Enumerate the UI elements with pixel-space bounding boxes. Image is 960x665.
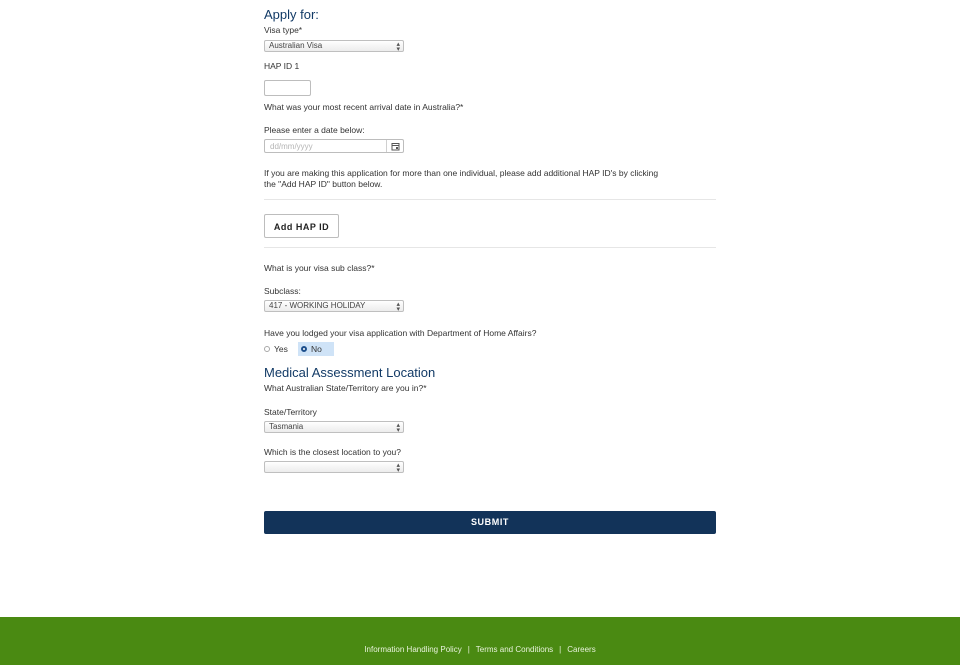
location-select[interactable]	[264, 461, 404, 473]
divider-bottom	[264, 247, 716, 248]
radio-no-label: No	[311, 344, 322, 354]
arrival-date-question: What was your most recent arrival date in Australia?*	[264, 102, 464, 112]
calendar-icon[interactable]	[386, 140, 405, 152]
radio-no-option[interactable]	[298, 342, 334, 356]
select-arrows-icon: ▴ ▾	[396, 422, 400, 434]
subclass-select[interactable]	[264, 300, 404, 312]
select-arrows-icon: ▴ ▾	[396, 462, 400, 474]
radio-yes-icon[interactable]	[264, 346, 270, 352]
radio-no-selected-icon[interactable]	[301, 346, 307, 352]
subclass-value: 417 - WORKING HOLIDAY	[269, 301, 366, 310]
state-value: Tasmania	[269, 422, 304, 431]
state-label: State/Territory	[264, 407, 317, 417]
state-select[interactable]	[264, 421, 404, 433]
visa-type-select[interactable]	[264, 40, 404, 52]
medical-location-heading: Medical Assessment Location	[264, 365, 436, 380]
subclass-label: Subclass:	[264, 286, 301, 296]
additional-info-line2: the "Add HAP ID" button below.	[264, 179, 383, 189]
additional-info-line1: If you are making this application for more than one individual, please add additional HAP ID's by clicking	[264, 168, 659, 178]
date-prompt-label: Please enter a date below:	[264, 125, 365, 135]
arrival-date-input[interactable]	[264, 139, 404, 153]
hap-id-label: HAP ID 1	[264, 61, 300, 71]
footer-link-terms-and-conditions[interactable]: Terms and Conditions	[475, 645, 554, 654]
lodged-question: Have you lodged your visa application with Department of Home Affairs?	[264, 328, 537, 338]
visa-type-value: Australian Visa	[269, 41, 323, 50]
date-placeholder: dd/mm/yyyy	[270, 142, 313, 151]
radio-yes-label: Yes	[274, 344, 288, 354]
footer	[0, 617, 960, 665]
state-question: What Australian State/Territory are you in?*	[264, 383, 427, 393]
footer-link-careers[interactable]: Careers	[567, 645, 596, 654]
divider-top	[264, 199, 716, 200]
add-hap-id-button[interactable]: Add HAP ID	[264, 214, 339, 238]
apply-for-heading: Apply for:	[264, 7, 319, 22]
select-arrows-icon: ▴ ▾	[396, 301, 400, 313]
visa-type-label: Visa type*	[264, 25, 303, 35]
submit-button[interactable]: SUBMIT	[264, 511, 716, 534]
select-arrows-icon: ▴ ▾	[396, 41, 400, 53]
footer-separator: |	[467, 645, 470, 654]
radio-yes-option[interactable]	[264, 343, 294, 355]
subclass-question: What is your visa sub class?*	[264, 263, 375, 273]
footer-separator: |	[559, 645, 562, 654]
footer-links	[0, 645, 960, 655]
hap-id-input[interactable]	[264, 80, 311, 96]
footer-link-information-handling-policy[interactable]: Information Handling Policy	[364, 645, 462, 654]
location-question: Which is the closest location to you?	[264, 447, 402, 457]
